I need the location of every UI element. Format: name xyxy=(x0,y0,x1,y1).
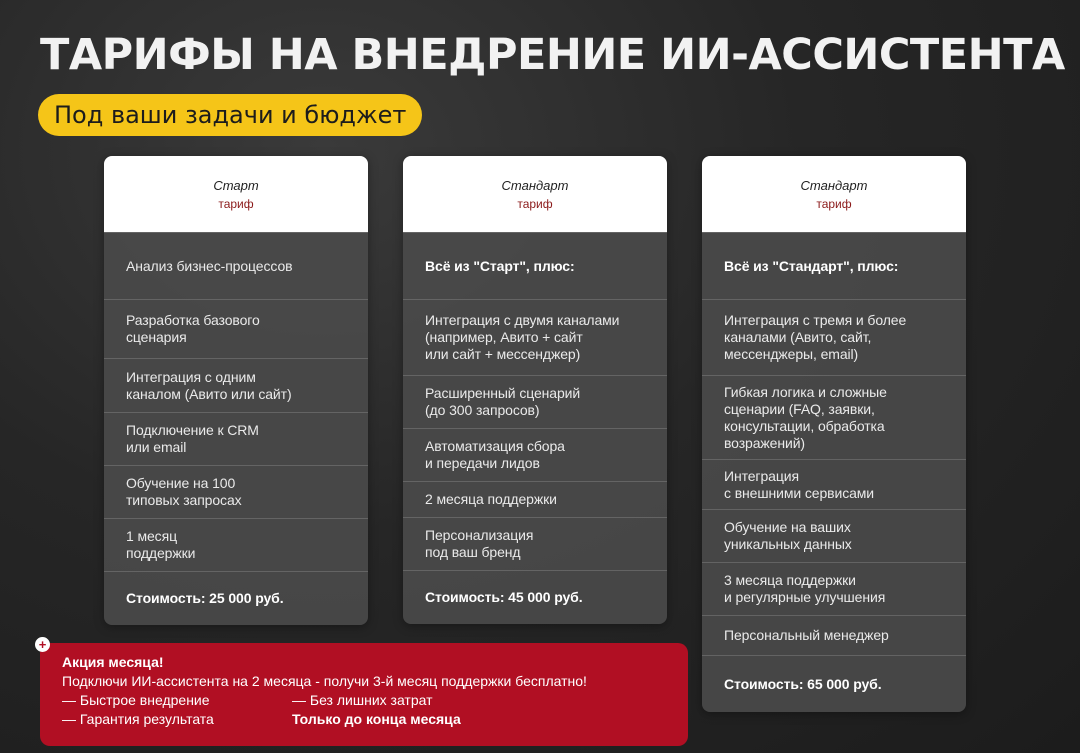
plan-feature: Автоматизация сбора и передачи лидов xyxy=(403,428,667,481)
plan-name: Стандарт xyxy=(800,177,868,193)
plan-feature: Расширенный сценарий (до 300 запросов) xyxy=(403,375,667,428)
plan-feature: Интеграция с тремя и более каналами (Авито, сайт, мессенджеры, email) xyxy=(702,299,966,375)
promo-title: Акция месяца! xyxy=(62,654,164,670)
plus-icon: + xyxy=(35,637,50,652)
plan-feature: Обучение на ваших уникальных данных xyxy=(702,509,966,562)
plan-name: Стандарт xyxy=(501,177,569,193)
plan-intro: Всё из "Стандарт", плюс: xyxy=(702,232,966,299)
plan-header xyxy=(702,156,966,232)
plan-feature: Разработка базового сценария xyxy=(104,299,368,358)
plan-feature: 3 месяца поддержки и регулярные улучшения xyxy=(702,562,966,615)
plan-label: тариф xyxy=(517,196,553,211)
plan-card-start xyxy=(104,156,368,625)
plan-price: Стоимость: 45 000 руб. xyxy=(403,570,667,624)
promo-benefit: — Без лишних затрат xyxy=(292,692,433,708)
plan-intro: Всё из "Старт", плюс: xyxy=(403,232,667,299)
subtitle-badge: Под ваши задачи и бюджет xyxy=(38,94,422,136)
plan-feature: Интеграция с одним каналом (Авито или сайт) xyxy=(104,358,368,412)
plan-feature: 1 месяц поддержки xyxy=(104,518,368,571)
plan-feature: Анализ бизнес-процессов xyxy=(104,232,368,299)
plan-feature: Подключение к CRM или email xyxy=(104,412,368,465)
plan-feature: Гибкая логика и сложные сценарии (FAQ, заявки, консультации, обработка возражений) xyxy=(702,375,966,459)
plan-feature: Персональный менеджер xyxy=(702,615,966,655)
plan-feature: 2 месяца поддержки xyxy=(403,481,667,517)
plan-name: Старт xyxy=(213,177,259,193)
plan-label: тариф xyxy=(816,196,852,211)
plan-label: тариф xyxy=(218,196,254,211)
plan-header xyxy=(403,156,667,232)
plan-card-standard xyxy=(403,156,667,624)
plan-card-extended xyxy=(702,156,966,712)
plan-price: Стоимость: 25 000 руб. xyxy=(104,571,368,625)
plan-feature: Интеграция с двумя каналами (например, Авито + сайт или сайт + мессенджер) xyxy=(403,299,667,375)
plan-feature: Персонализация под ваш бренд xyxy=(403,517,667,570)
plan-header xyxy=(104,156,368,232)
plan-price: Стоимость: 65 000 руб. xyxy=(702,655,966,712)
promo-text: Подключи ИИ-ассистента на 2 месяца - получи 3-й месяц поддержки бесплатно! xyxy=(62,673,587,689)
promo-deadline: Только до конца месяца xyxy=(292,711,461,727)
promo-banner xyxy=(40,643,688,746)
promo-benefit: — Гарантия результата xyxy=(62,711,214,727)
plan-feature: Интеграция с внешними сервисами xyxy=(702,459,966,509)
page-title: ТАРИФЫ НА ВНЕДРЕНИЕ ИИ-АССИСТЕНТА xyxy=(40,30,1065,80)
promo-benefits xyxy=(62,691,666,729)
promo-benefit: — Быстрое внедрение xyxy=(62,692,210,708)
plan-feature: Обучение на 100 типовых запросах xyxy=(104,465,368,518)
